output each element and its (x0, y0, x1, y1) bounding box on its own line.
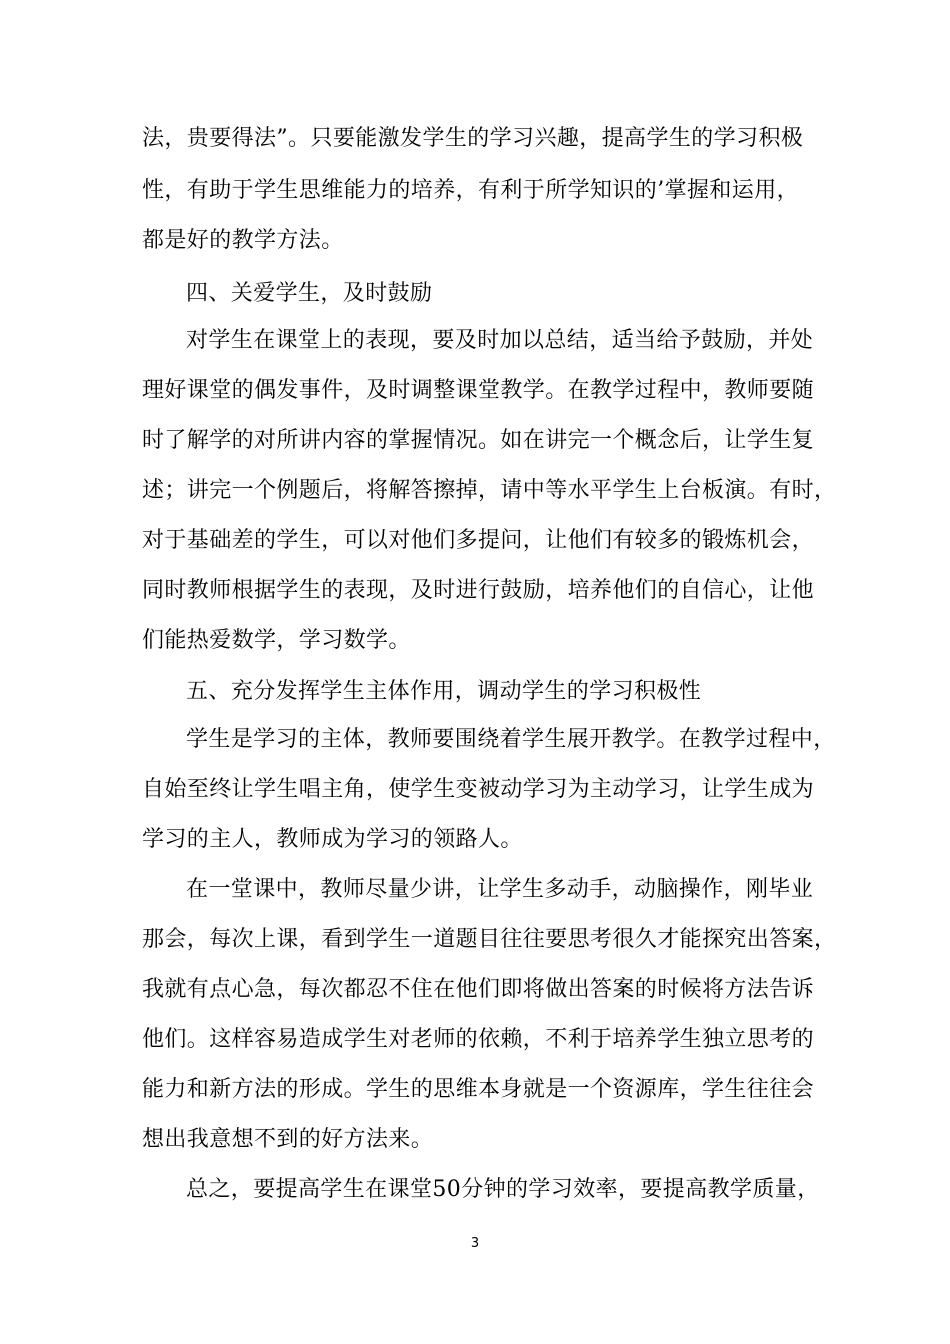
text-line: 对学生在课堂上的表现，要及时加以总结，适当给予鼓励，并处 (186, 328, 814, 353)
text-line: 总之，要提高学生在课堂50分钟的学习效率，要提高教学质量， (186, 1177, 820, 1202)
text-line: 理好课堂的偶发事件，及时调整课堂教学。在教学过程中，教师要随 (142, 378, 815, 403)
text-line: 都是好的教学方法。 (142, 228, 344, 253)
text-line: 我就有点心急，每次都忍不住在他们即将做出答案的时候将方法告诉 (142, 977, 815, 1002)
text-line: 性，有助于学生思维能力的培养，有利于所学知识的’掌握和运用， (142, 178, 799, 203)
text-line: 那会，每次上课，看到学生一道题目往往要思考很久才能探究出答案， (142, 927, 837, 952)
text-line: 学生是学习的主体，教师要围绕着学生展开教学。在教学过程中， (186, 727, 836, 752)
text-line: 想出我意想不到的好方法来。 (142, 1127, 434, 1152)
section-heading: 五、充分发挥学生主体作用，调动学生的学习积极性 (186, 679, 702, 704)
text-line: 学习的主人，教师成为学习的领路人。 (142, 827, 523, 852)
text-line: 在一堂课中，教师尽量少讲，让学生多动手，动脑操作，刚毕业 (186, 877, 814, 902)
page-number: 3 (470, 1236, 480, 1251)
text-line: 对于基础差的学生，可以对他们多提问，让他们有较多的锻炼机会， (142, 528, 815, 553)
text-line: 述；讲完一个例题后，将解答擦掉，请中等水平学生上台板演。有时， (142, 478, 837, 503)
section-heading: 四、关爱学生，及时鼓励 (186, 281, 433, 306)
text-line: 自始至终让学生唱主角，使学生变被动学习为主动学习，让学生成为 (142, 777, 815, 802)
text-line: 们能热爱数学，学习数学。 (142, 628, 411, 653)
text-line: 时了解学的对所讲内容的掌握情况。如在讲完一个概念后，让学生复 (142, 428, 815, 453)
text-line: 他们。这样容易造成学生对老师的依赖，不利于培养学生独立思考的 (142, 1027, 815, 1052)
text-line: 法，贵要得法”。只要能激发学生的学习兴趣，提高学生的学习积极 (142, 126, 804, 151)
text-line: 同时教师根据学生的表现，及时进行鼓励，培养他们的自信心，让他 (142, 578, 815, 603)
text-line: 能力和新方法的形成。学生的思维本身就是一个资源库，学生往往会 (142, 1077, 815, 1102)
